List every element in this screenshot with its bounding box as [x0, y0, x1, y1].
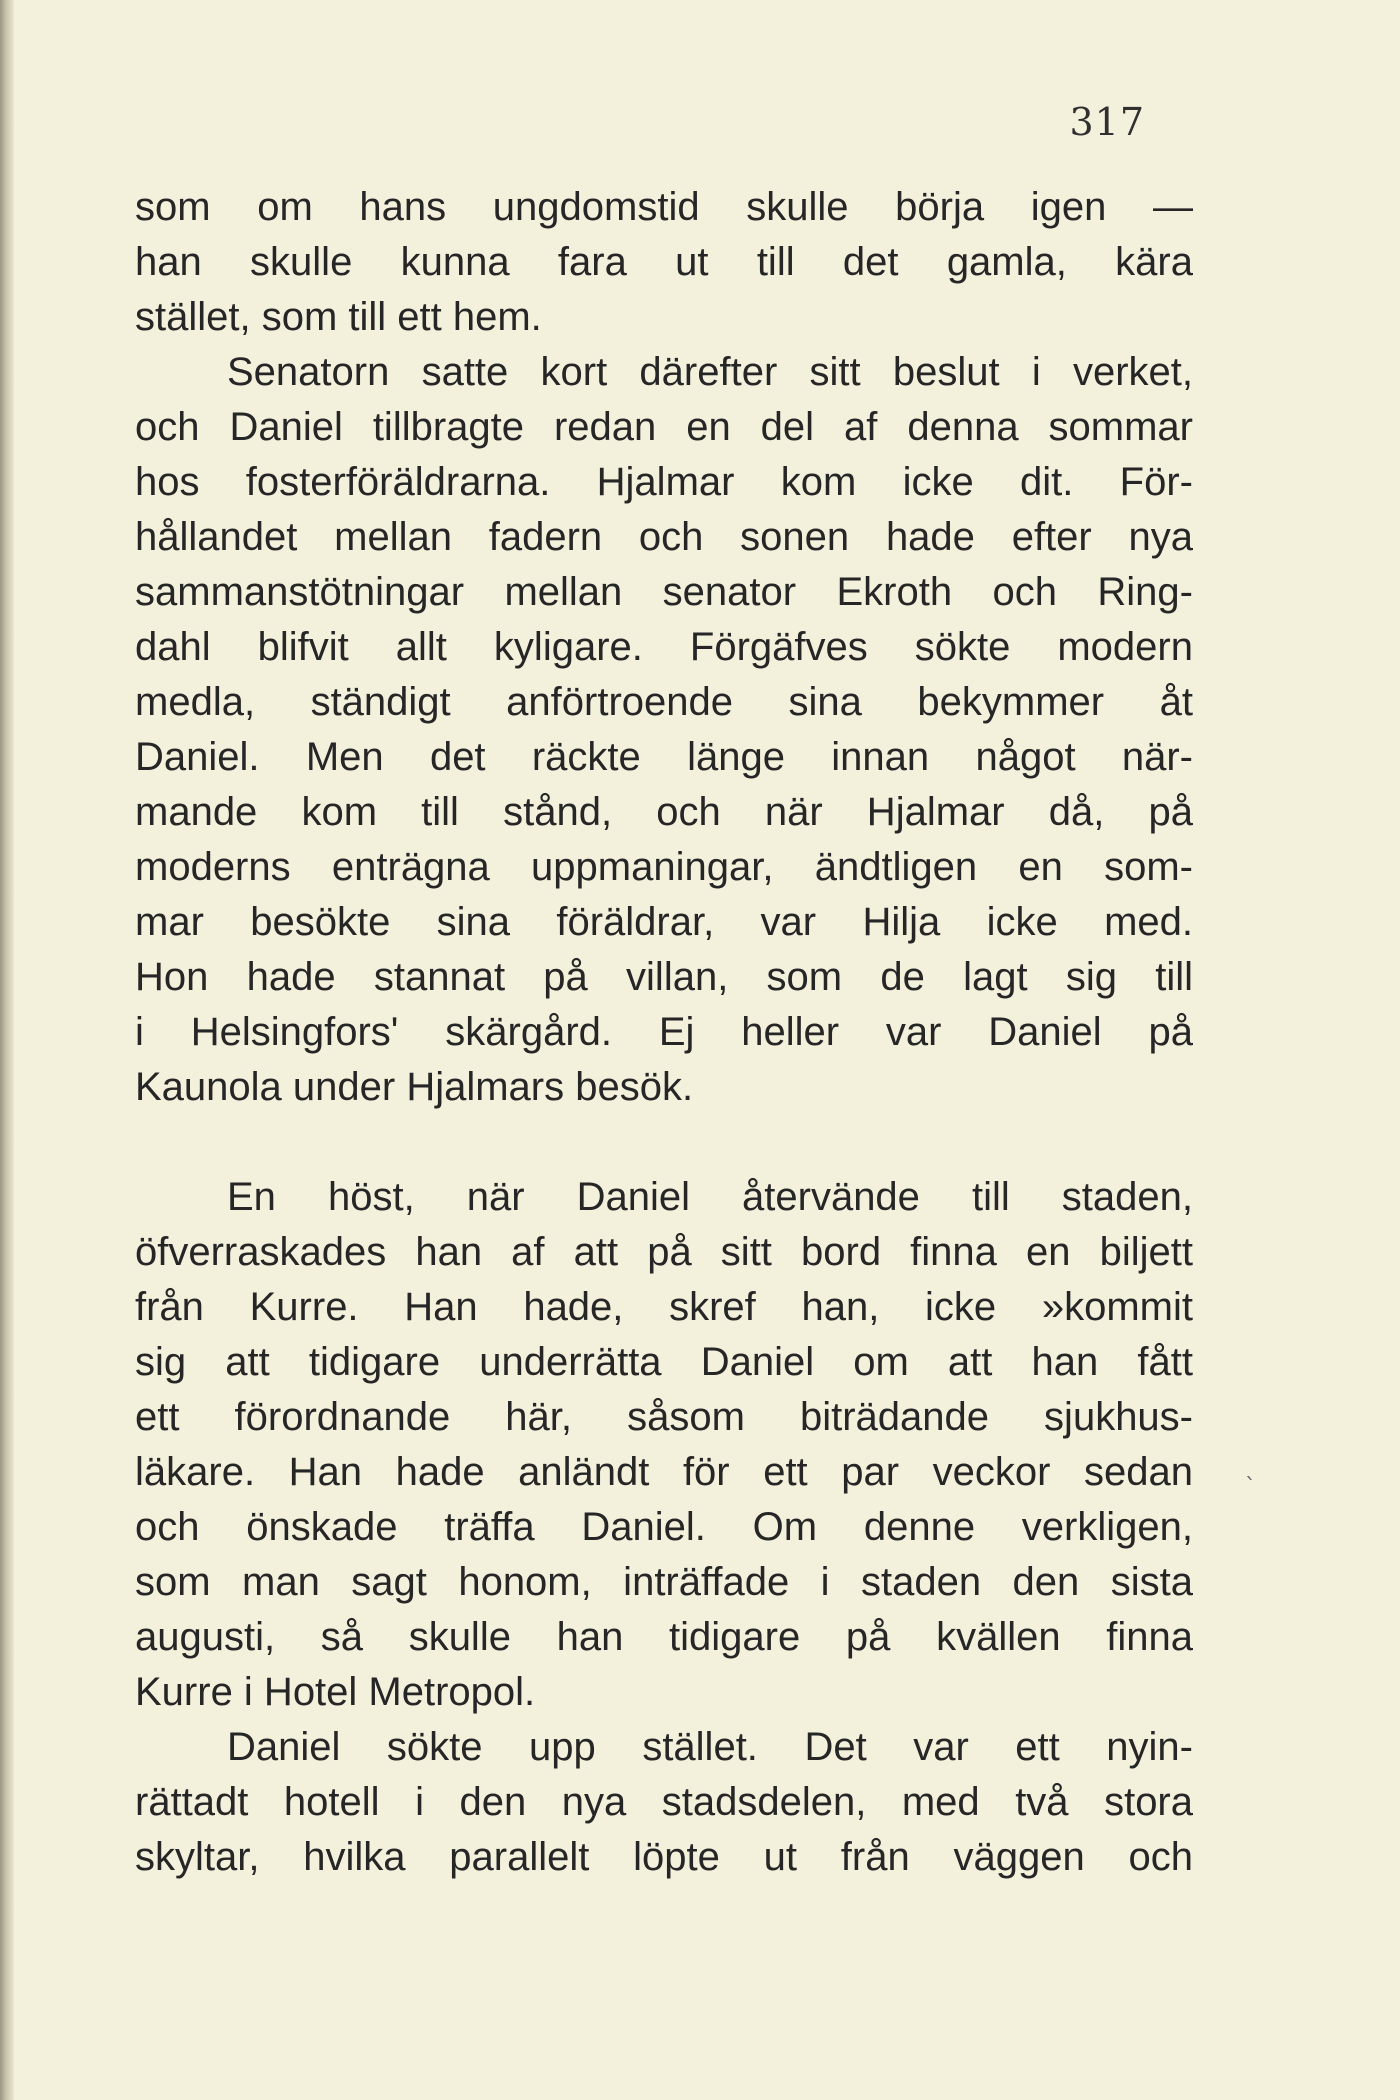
paragraph: [135, 1720, 1193, 1885]
text-line: hållandet mellan fadern och sonen hade efter nya: [135, 515, 1193, 559]
text-line: hos fosterföräldrarna. Hjalmar kom icke dit. För-: [135, 460, 1193, 504]
text-line: läkare. Han hade anländt för ett par veckor sedan: [135, 1450, 1193, 1494]
text-line: Kaunola under Hjalmars besök.: [135, 1065, 694, 1109]
text-line: En höst, när Daniel återvände till staden,: [227, 1175, 1193, 1219]
text-line: mar besökte sina föräldrar, var Hilja icke med.: [135, 900, 1193, 944]
body-text: [135, 180, 1193, 1885]
text-line: mande kom till stånd, och när Hjalmar då, på: [135, 790, 1193, 834]
margin-speck: ˋ: [1245, 1475, 1256, 1500]
text-line: som om hans ungdomstid skulle börja igen —: [135, 185, 1193, 229]
paragraph: [135, 345, 1193, 1115]
text-line: Daniel. Men det räckte länge innan något när-: [135, 735, 1193, 779]
text-line: och önskade träffa Daniel. Om denne verkligen,: [135, 1505, 1193, 1549]
text-line: moderns enträgna uppmaningar, ändtligen en som-: [135, 845, 1193, 889]
text-line: Hon hade stannat på villan, som de lagt sig till: [135, 955, 1193, 999]
text-line: rättadt hotell i den nya stadsdelen, med två stora: [135, 1780, 1193, 1824]
text-line: medla, ständigt anförtroende sina bekymmer åt: [135, 680, 1193, 724]
text-line: Senatorn satte kort därefter sitt beslut i verket,: [227, 350, 1193, 394]
section-break: [135, 1115, 1193, 1170]
text-line: öfverraskades han af att på sitt bord finna en biljett: [135, 1230, 1193, 1274]
page-number: 317: [1069, 100, 1145, 144]
text-line: sammanstötningar mellan senator Ekroth och Ring-: [135, 570, 1193, 614]
page-spine-shadow: [0, 0, 14, 2100]
text-line: i Helsingfors' skärgård. Ej heller var Daniel på: [135, 1010, 1193, 1054]
text-line: stället, som till ett hem.: [135, 295, 542, 339]
paragraph: [135, 1170, 1193, 1720]
paragraph: [135, 180, 1193, 345]
text-line: dahl blifvit allt kyligare. Förgäfves sökte modern: [135, 625, 1193, 669]
text-line: sig att tidigare underrätta Daniel om att han fått: [135, 1340, 1193, 1384]
text-line: augusti, så skulle han tidigare på kvällen finna: [135, 1615, 1193, 1659]
text-line: Kurre i Hotel Metropol.: [135, 1670, 536, 1714]
text-line: från Kurre. Han hade, skref han, icke »kommit: [135, 1285, 1193, 1329]
text-line: Daniel sökte upp stället. Det var ett nyin-: [227, 1725, 1193, 1769]
text-line: som man sagt honom, inträffade i staden den sista: [135, 1560, 1193, 1604]
text-line: ett förordnande här, såsom biträdande sjukhus-: [135, 1395, 1193, 1439]
text-line: skyltar, hvilka parallelt löpte ut från väggen och: [135, 1835, 1193, 1879]
text-line: han skulle kunna fara ut till det gamla, kära: [135, 240, 1193, 284]
text-line: och Daniel tillbragte redan en del af denna sommar: [135, 405, 1193, 449]
